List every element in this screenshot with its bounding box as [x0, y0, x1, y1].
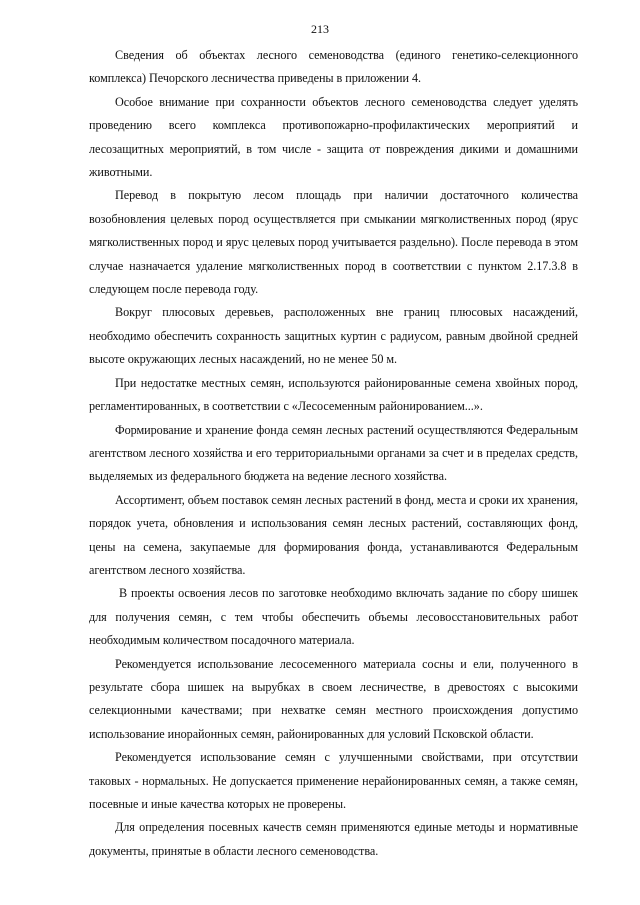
paragraph-sowing-quality-methods: Для определения посевных качеств семян применяются единые методы и нормативные документы, принятые в области лесного семеноводства. — [89, 820, 578, 858]
paragraph-cone-collection: В проекты освоения лесов по заготовке необходимо включать задание по сбору шишек для получения семян, с тем чтобы обеспечить объемы лесовосстановительных работ необходимым количеством посадочного материала. — [89, 586, 578, 648]
document-body — [89, 44, 578, 863]
paragraph-seed-objects-info: Сведения об объектах лесного семеноводства (единого генетико-селекционного комплекса) Печорского лесничества приведены в приложении 4. — [89, 48, 578, 86]
paragraph-local-seeds-shortage: При недостатке местных семян, используются районированные семена хвойных пород, регламентированных, в соответствии с «Лесосеменным районированием...». — [89, 375, 578, 414]
paragraph-seed-fund-formation: Формирование и хранение фонда семян лесных растений осуществляются Федеральным агентством лесного хозяйства и его территориальными органами за счет и в пределах средств, выделяемых из федерального бюджета на ведение лесного хозяйства. — [89, 422, 578, 484]
page-number: 213 — [311, 22, 329, 36]
paragraph-fire-protection: Особое внимание при сохранности объектов лесного семеноводства следует уделять проведению всего комплекса противопожарно-профилактических мероприятий и лесозащитных мероприятий, в том числе - защита от повреждения дикими и домашними животными. — [89, 94, 578, 180]
paragraph-pine-spruce-material: Рекомендуется использование лесосеменного материала сосны и ели, полученного в результате сбора шишек на вырубках в своем лесничестве, в древостоях с высокими селекционными качествами; при нехватке семян местного происхождения допустимо использование инорайонных семян, районированных для условий Псковской области. — [89, 656, 578, 741]
paragraph-seed-assortment: Ассортимент, объем поставок семян лесных растений в фонд, места и сроки их хранения, порядок учета, обновления и использования семян лесных растений, составляющих фонд, цены на семена, закупаемые для формирования фонда, устанавливаются Федеральным агентством лесного хозяйства. — [89, 492, 578, 577]
paragraph-plus-trees: Вокруг плюсовых деревьев, расположенных вне границ плюсовых насаждений, необходимо обеспечить сохранность защитных куртин с радиусом, равным двойной средней высоте окружающих лесных насаждений, но не менее 50 м. — [89, 305, 578, 367]
paragraph-improved-seeds: Рекомендуется использование семян с улучшенными свойствами, при отсутствии таковых - нормальных. Не допускается применение нерайонированных семян, а также семян, посевные и иные качества которых не проверены. — [89, 750, 578, 811]
paragraph-forest-cover-transfer: Перевод в покрытую лесом площадь при наличии достаточного количества возобновления целевых пород осуществляется при смыкании мягколиственных пород (ярус мягколиственных пород и ярус целевых пород учитывается раздельно). После перевода в этом случае назначается удаление мягколиственных пород в соответствии с пунктом 2.17.3.8 в следующем после перевода году. — [89, 188, 578, 297]
